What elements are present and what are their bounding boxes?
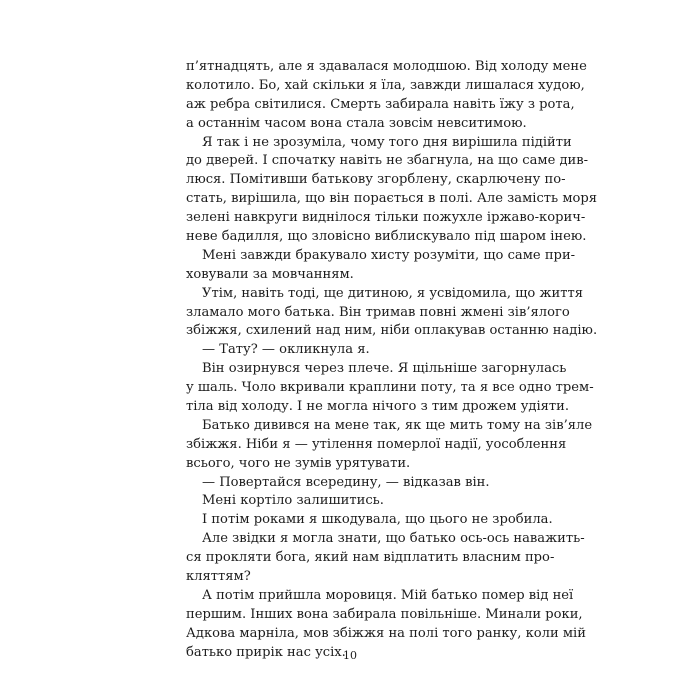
- text-line: — Повертайся всередину, — відказав він.: [202, 474, 490, 490]
- text-line: неве бадилля, що зловісно виблискувало під шаром інею.: [186, 229, 587, 245]
- body-text: [186, 58, 598, 663]
- text-line: тіла від холоду. І не могла нічого з тим дрожем удіяти.: [186, 399, 570, 415]
- text-line: Утім, навіть тоді, ще дитиною, я усвідомила, що життя: [202, 285, 583, 301]
- text-line: ховували за мовчанням.: [186, 266, 354, 282]
- text-line: Адкова марніла, мов збіжжя на полі того ранку, коли мій: [186, 625, 586, 641]
- text-line: до дверей. І спочатку навіть не збагнула, на що саме див-: [186, 153, 589, 169]
- text-line: ся прокляти бога, який нам відплатить власним про-: [186, 550, 555, 566]
- text-line: а останнім часом вона стала зовсім невситимою.: [186, 115, 527, 131]
- text-line: аж ребра світилися. Смерть забирала навіть їжу з рота,: [186, 96, 575, 112]
- text-line: першим. Інших вона забирала повільніше. Минали роки,: [186, 606, 583, 622]
- text-line: збіжжя. Ніби я — утілення померлої надії, уособлення: [186, 436, 567, 452]
- text-line: у шаль. Чоло вкривали краплини поту, та я все одно трем-: [186, 380, 594, 396]
- text-line: зламало мого батька. Він тримав повні жмені зів’ялого: [186, 304, 570, 320]
- text-line: Я так і не зрозуміла, чому того дня вирішила підійти: [202, 134, 572, 150]
- text-line: Мені кортіло залишитись.: [202, 493, 384, 509]
- text-line: Батько дивився на мене так, як ще мить тому на зів’яле: [202, 417, 593, 433]
- text-line: п’ятнадцять, але я здавалася молодшою. Від холоду мене: [186, 59, 587, 74]
- text-line: збіжжя, схилений над ним, ніби оплакував останню надію.: [186, 323, 598, 339]
- text-line: батько прирік нас усіх.: [186, 644, 346, 660]
- text-line: колотило. Бо, хай скільки я їла, завжди лишалася худою,: [186, 77, 585, 93]
- text-line: — Тату? — окликнула я.: [202, 342, 370, 358]
- text-line: зелені навкруги виднілося тільки пожухле іржаво-корич-: [186, 210, 586, 226]
- text-line: Але звідки я могла знати, що батько ось-ось наважить-: [202, 531, 585, 547]
- text-line: стать, вирішила, що він порається в полі. Але замість моря: [186, 191, 598, 207]
- text-line: Він озирнувся через плече. Я щільніше загорнулась: [202, 361, 567, 377]
- text-line: А потім прийшла моровиця. Мій батько помер від неї: [202, 587, 574, 603]
- page-number: 10: [343, 649, 357, 662]
- text-line: всього, чого не зумів урятувати.: [186, 455, 411, 471]
- text-line: кляттям?: [186, 569, 251, 585]
- text-line: люся. Помітивши батькову згорблену, скарлючену по-: [186, 172, 566, 188]
- text-line: Мені завжди бракувало хисту розуміти, що саме при-: [202, 247, 576, 263]
- text-line: І потім роками я шкодувала, що цього не зробила.: [202, 512, 553, 528]
